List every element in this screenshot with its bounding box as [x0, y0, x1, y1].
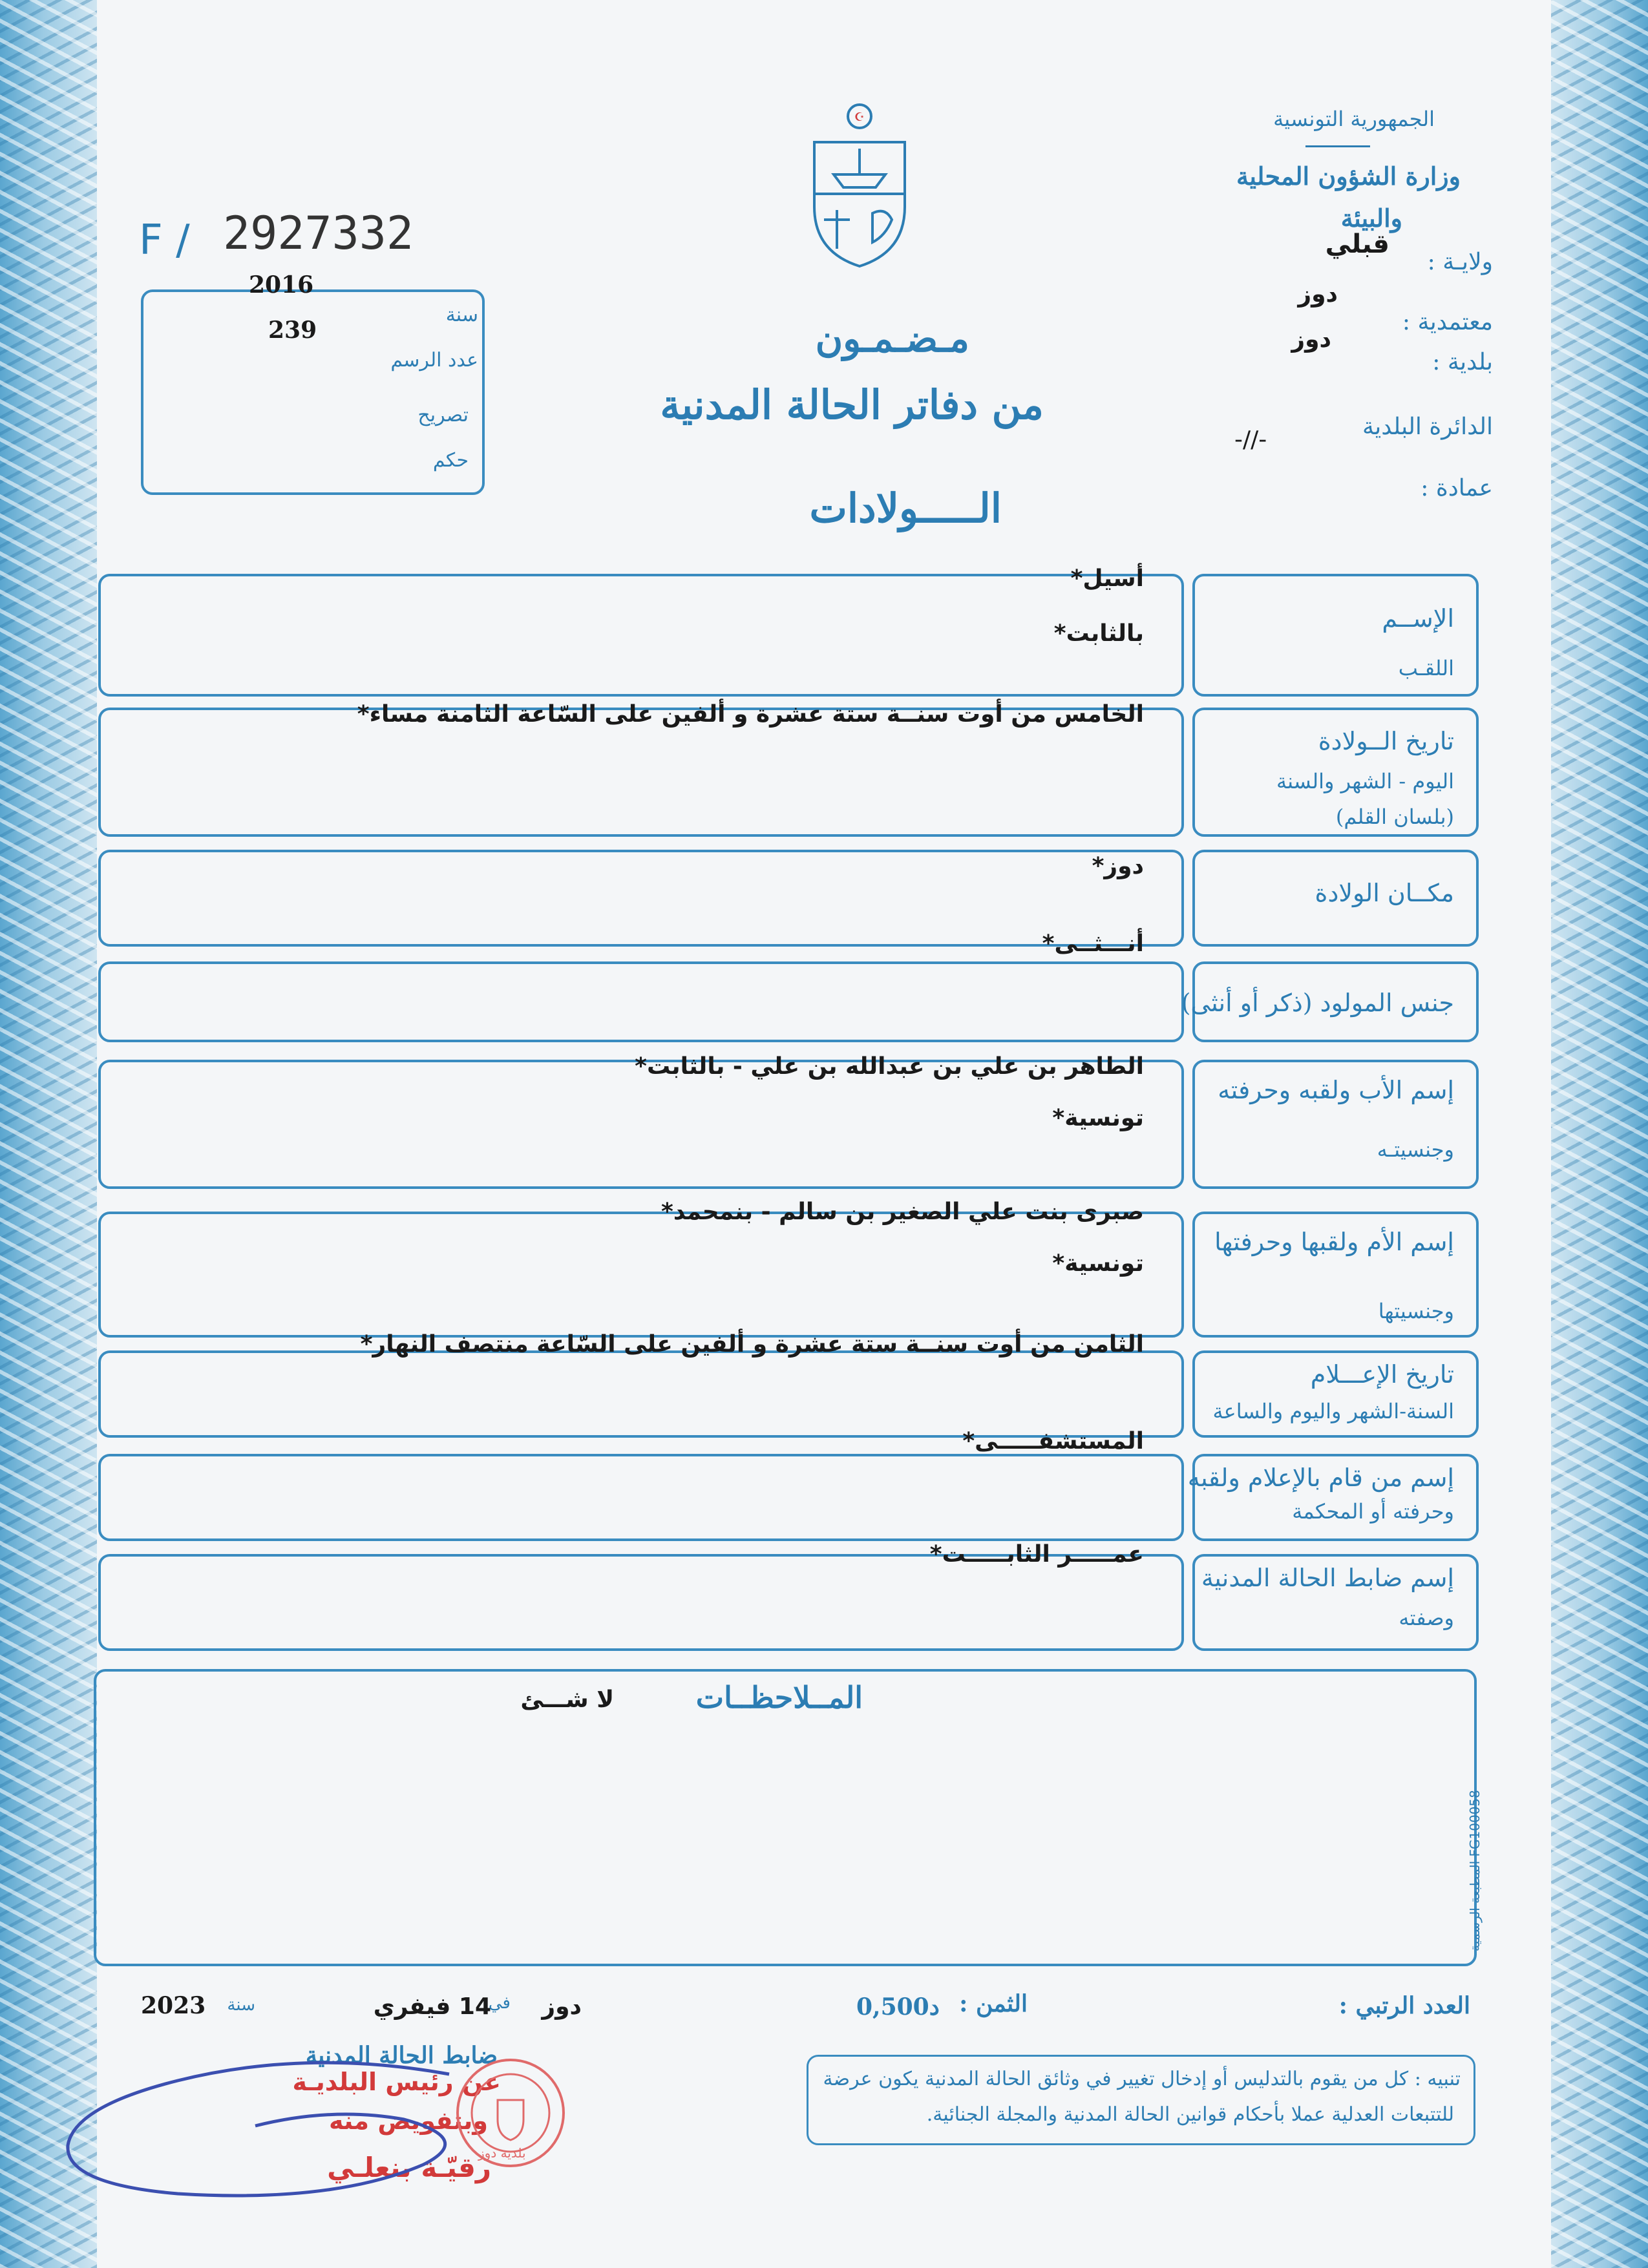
omada-label: عمادة :	[1421, 475, 1493, 501]
row-8-label-line: وحرفته أو المحكمة	[1292, 1499, 1454, 1524]
row-5-label-line: وجنسيتـه	[1377, 1137, 1454, 1162]
row-1-value-box	[98, 574, 1184, 697]
row-5-label-line: إسم الأب ولقبه وحرفته	[1218, 1076, 1454, 1104]
row-2-label-line: تاريخ الــولادة	[1318, 727, 1454, 755]
footer-fi: في	[488, 1993, 511, 2013]
row-7-value-box	[98, 1350, 1184, 1438]
row-7-label-line: السنة-الشهر واليوم والساعة	[1212, 1399, 1454, 1423]
row-1-value: أسيل*	[1070, 565, 1144, 592]
remarks-label: المــلاحظــات	[695, 1680, 863, 1715]
row-2-value: الخامس من أوت سنــة ستة عشرة و ألفين على السّاعة الثامنة مساء*	[357, 701, 1144, 728]
stamp-line1: عن رئيس البلديـة	[292, 2068, 501, 2096]
coat-of-arms-icon	[801, 97, 918, 271]
right-decorative-border	[1551, 0, 1648, 2268]
row-8-value: المستشفـــــى*	[962, 1428, 1144, 1454]
reg-year-value: 2016	[249, 271, 314, 299]
seal-text: بلدية دوز	[478, 2145, 526, 2161]
reg-number-label: عدد الرسم	[390, 349, 478, 372]
remarks-value: لا شـــئ	[520, 1686, 614, 1713]
row-1-value: بالثابت*	[1053, 620, 1144, 647]
stamp-name: رقيّـة بنعلـي	[327, 2152, 491, 2183]
footer-year-value: 2023	[141, 1992, 206, 2019]
divider	[1305, 145, 1370, 147]
row-2-label-line: اليوم - الشهر والسنة	[1276, 769, 1454, 793]
officer-title: ضابط الحالة المدنية	[305, 2042, 498, 2069]
daira-label: الدائرة البلدية	[1362, 414, 1493, 440]
row-9-value: عمـــــر الثابـــــت*	[929, 1541, 1144, 1568]
row-8-value-box	[98, 1454, 1184, 1541]
baladia-label: بلدية :	[1432, 349, 1493, 375]
footer-price-value: 0,500د	[856, 1993, 940, 2021]
baladia-value: دوز	[1291, 326, 1331, 353]
stamp-line2: وبتفويض منه	[329, 2106, 488, 2135]
row-4-value: أنـــثــى*	[1042, 930, 1144, 957]
motamadia-value: دوز	[1298, 281, 1338, 308]
title-from-registers: من دفاتر الحالة المدنية	[660, 381, 1044, 428]
left-decorative-border	[0, 0, 97, 2268]
row-6-value-box	[98, 1212, 1184, 1338]
row-9-label-line: وصفته	[1399, 1606, 1454, 1630]
motamadia-label: معتمدية :	[1402, 309, 1493, 335]
ministry-line2: والبيئة	[1340, 204, 1402, 233]
warning-line2: للتتبعات العدلية عملا بأحكام قوانين الحالة المدنية والمجلة الجنائية.	[926, 2103, 1454, 2126]
svg-text:☪: ☪	[854, 110, 865, 124]
row-1-label-line: الإســم	[1382, 604, 1454, 633]
republic-label: الجمهورية التونسية	[1273, 107, 1435, 131]
title-extract: مـضـمـون	[815, 317, 969, 361]
row-5-value: تونسية*	[1052, 1105, 1144, 1131]
ministry-line1: وزارة الشؤون المحلية	[1236, 162, 1461, 191]
footer-place: دوز	[542, 1993, 582, 2020]
row-6-value: صبرى بنت علي الصغير بن سالم - بنمحمد*	[661, 1199, 1144, 1225]
title-births: الـــــولادات	[809, 485, 1002, 532]
reg-number-value: 239	[268, 317, 317, 344]
footer-price-label: الثمن :	[959, 1990, 1028, 2017]
row-4-value-box	[98, 961, 1184, 1042]
serial-number: 2927332	[223, 207, 414, 260]
row-3-label-line: مكــان الولادة	[1315, 879, 1454, 907]
row-4-label-line: جنس المولود (ذكر أو أنثى)	[1181, 989, 1454, 1017]
row-6-label-line: وجنسيتها	[1378, 1299, 1454, 1323]
row-5-value: الطاهر بن علي بن عبدالله بن علي - بالثابت*	[635, 1053, 1144, 1080]
reg-year-label: سنة	[445, 304, 478, 326]
row-7-label-line: تاريخ الإعـــلام	[1310, 1360, 1454, 1389]
row-6-label-line: إسم الأم ولقبها وحرفتها	[1214, 1228, 1454, 1256]
wilaya-value: قبلي	[1325, 229, 1389, 259]
printer-side-text: المطبعة الرسمية FG100058	[1467, 1790, 1483, 1951]
warning-line1: تنبيه : كل من يقوم بالتدليس أو إدخال تغيير في وثائق الحالة المدنية يكون عرضة	[823, 2068, 1461, 2090]
reg-declaration-label: تصريح	[417, 404, 469, 426]
row-3-value: دوز*	[1092, 853, 1144, 879]
row-6-value: تونسية*	[1052, 1250, 1144, 1277]
row-1-label-line: اللقـب	[1398, 656, 1454, 680]
row-2-label-line: (بلسان القلم)	[1335, 804, 1454, 829]
footer-year-label: سنة	[227, 1995, 255, 2015]
daira-value: -//-	[1234, 426, 1267, 453]
signature-scribble	[61, 2048, 514, 2203]
row-9-label-line: إسم ضابط الحالة المدنية	[1201, 1564, 1454, 1592]
footer-serial-label: العدد الرتبي :	[1338, 1992, 1470, 2019]
row-7-value: الثامن من أوت سنــة ستة عشرة و ألفين على السّاعة منتصف النهار*	[360, 1331, 1144, 1358]
row-3-value-box	[98, 850, 1184, 947]
footer-date-value: 14 فيفري	[373, 1993, 491, 2020]
row-8-label-line: إسم من قام بالإعلام ولقبه	[1187, 1464, 1454, 1492]
serial-prefix: F /	[139, 216, 190, 264]
wilaya-label: ولايـة :	[1427, 249, 1493, 275]
row-9-value-box	[98, 1554, 1184, 1651]
reg-judgment-label: حكم	[432, 449, 469, 472]
